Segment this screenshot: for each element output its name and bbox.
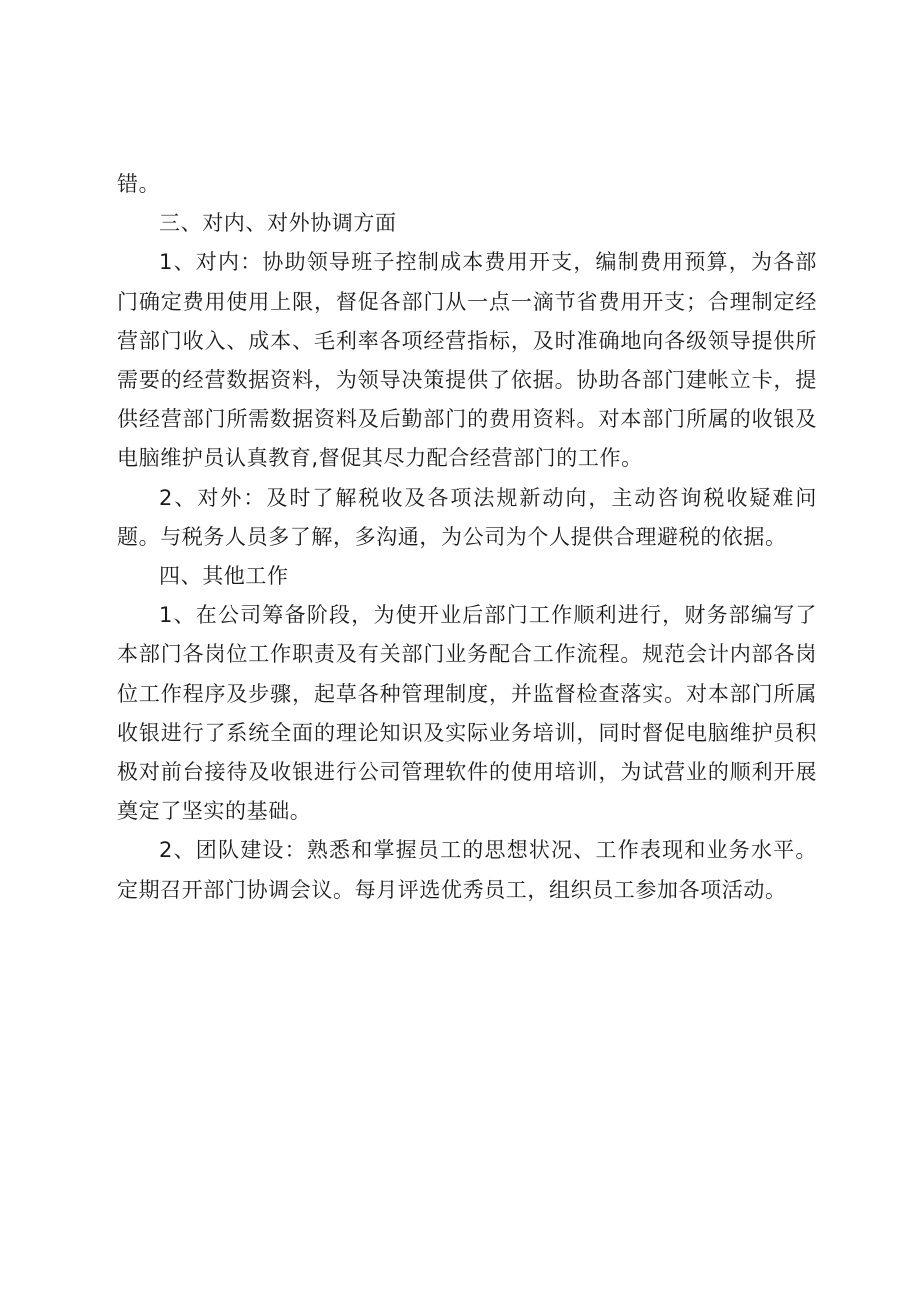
paragraph-preparation: 1、在公司筹备阶段，为使开业后部门工作顺利进行，财务部编写了本部门各岗位工作职责及有关部门业务配合工作流程。规范会计内部各岗位工作程序及步骤，起草各种管理制度，并监督检查落实。对本部门所属收银进行了系统全面的理论知识及实际业务培训，同时督促电脑维护员积极对前台接待及收银进行公司管理软件的使用培训，为试营业的顺利开展奠定了坚实的基础。 [117,603,817,824]
document-body [117,165,817,910]
section-heading-coordination: 三、对内、对外协调方面 [159,211,397,236]
paragraph-team-building: 2、团队建设：熟悉和掌握员工的思想状况、工作表现和业务水平。定期召开部门协调会议。每月评选优秀员工，组织员工参加各项活动。 [117,838,817,902]
section-heading-other-work: 四、其他工作 [159,564,289,589]
paragraph-internal: 1、对内：协助领导班子控制成本费用开支，编制费用预算，为各部门确定费用使用上限，督促各部门从一点一滴节省费用开支；合理制定经营部门收入、成本、毛利率各项经营指标，及时准确地向各级领导提供所需要的经营数据资料，为领导决策提供了依据。协助各部门建帐立卡，提供经营部门所需数据资料及后勤部门的费用资料。对本部门所属的收银及电脑维护员认真教育,督促其尽力配合经营部门的工作。 [117,250,817,471]
paragraph-continuation: 错。 [117,172,161,196]
paragraph-external: 2、对外：及时了解税收及各项法规新动向，主动咨询税收疑难问题。与税务人员多了解，多沟通，为公司为个人提供合理避税的依据。 [117,485,817,549]
